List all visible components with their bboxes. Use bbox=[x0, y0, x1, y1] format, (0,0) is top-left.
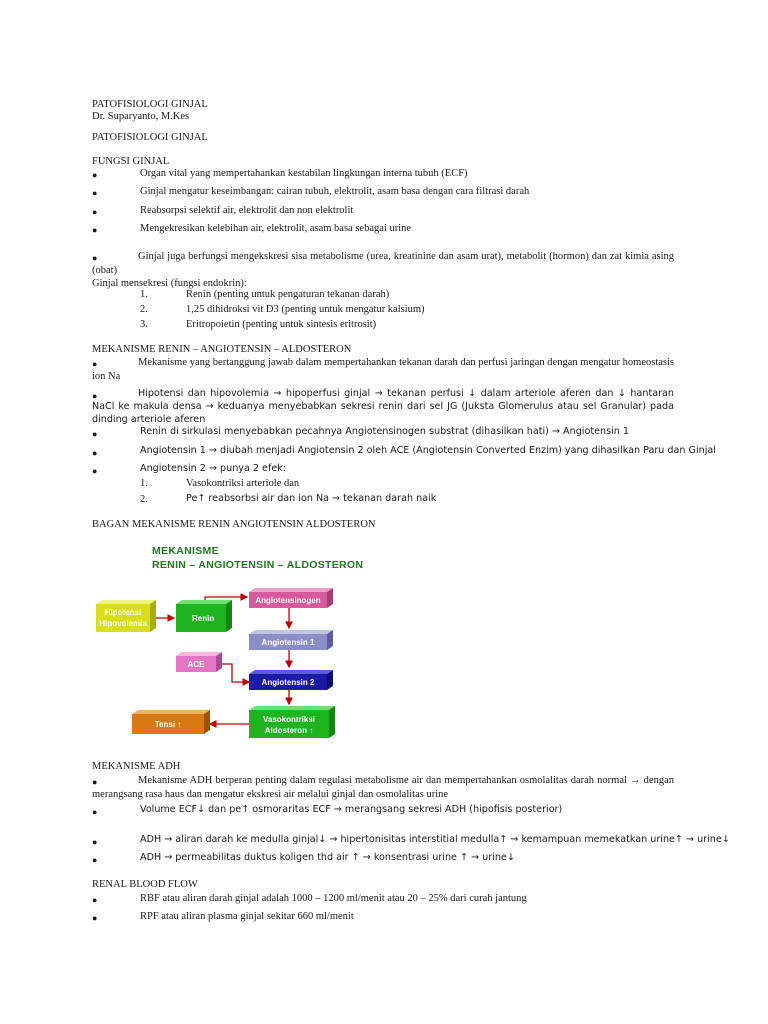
box-label: Vasokontriksi bbox=[262, 715, 316, 724]
bullet-icon: ● bbox=[92, 429, 98, 439]
list-number: 3. bbox=[140, 319, 148, 330]
box-angiotensinogen bbox=[249, 588, 333, 608]
diagram-title: MEKANISME bbox=[152, 545, 219, 557]
box-label: Angiotensin 2 bbox=[261, 678, 315, 687]
bullet-icon: ● bbox=[92, 170, 98, 180]
bullet-icon: ● bbox=[92, 837, 98, 847]
paragraph: Mekanisme yang bertanggung jawab dalam mempertahankan tekanan darah dan perfusi jaringan dengan mengatur homeostasis ion Na bbox=[92, 357, 674, 383]
list-item: Vasokontriksi arteriole dan bbox=[186, 478, 300, 489]
box-angiotensin-1 bbox=[249, 630, 333, 650]
heading-adh: MEKANISME ADH bbox=[92, 761, 181, 772]
box-ace bbox=[176, 652, 222, 672]
box-label: Hipotensi bbox=[104, 608, 142, 617]
bullet-icon: ● bbox=[92, 777, 98, 787]
raa-diagram bbox=[92, 540, 392, 750]
box-label: Tensi ↑ bbox=[154, 720, 182, 729]
bullet-icon: ● bbox=[92, 207, 98, 217]
box-label: ACE bbox=[187, 660, 205, 669]
paragraph: RBF atau aliran darah ginjal adalah 1000 – 1200 ml/menit atau 20 – 25% dari curah jantung bbox=[140, 893, 527, 904]
paragraph: Angiotensin 2 → punya 2 efek: bbox=[140, 463, 287, 474]
bullet-icon: ● bbox=[92, 466, 98, 476]
list-item: Reabsorpsi selektif air, elektrolit dan non elektrolit bbox=[140, 205, 354, 216]
box-angiotensin-2 bbox=[249, 670, 333, 690]
bullet-icon: ● bbox=[92, 391, 98, 401]
box-tensi bbox=[132, 710, 210, 734]
paragraph: Ginjal juga berfungsi mengekskresi sisa metabolisme (urea, kreatinine dan asam urat), metabolit (hormon) dan zat kimia asing (obat) bbox=[92, 251, 674, 277]
paragraph: Renin di sirkulasi menyebabkan pecahnya Angiotensinogen substrat (dihasilkan hati) → Angiotensin 1 bbox=[140, 426, 629, 437]
endokrin-intro: Ginjal mensekresi (fungsi endokrin): bbox=[92, 278, 247, 289]
list-number: 1. bbox=[140, 478, 148, 489]
list-item: Ginjal mengatur keseimbangan: cairan tubuh, elektrolit, asam basa dengan cara filtrasi darah bbox=[140, 186, 530, 197]
bullet-icon: ● bbox=[92, 225, 98, 235]
list-item: Organ vital yang mempertahankan kestabilan lingkungan interna tubuh (ECF) bbox=[140, 168, 468, 179]
list-item: Eritropoietin (penting untuk sintesis eritrosit) bbox=[186, 319, 377, 330]
bullet-icon: ● bbox=[92, 855, 98, 865]
paragraph: Hipotensi dan hipovolemia → hipoperfusi ginjal → tekanan perfusi ↓ dalam arteriole aferen dan ↓ hantaran NaCl ke makula densa → keduanya menyebabkan sekresi renin dari sel JG (Juksta Glomerulus atau sel Granular) pada dinding arteriole aferen bbox=[92, 388, 674, 425]
heading-fungsi-ginjal: FUNGSI GINJAL bbox=[92, 156, 170, 167]
document-title: PATOFISIOLOGI GINJAL bbox=[92, 99, 208, 110]
box-renin bbox=[176, 600, 232, 632]
bullet-icon: ● bbox=[92, 807, 98, 817]
bullet-icon: ● bbox=[92, 188, 98, 198]
diagram-svg bbox=[92, 540, 392, 750]
box-label: Angiotensinogen bbox=[255, 596, 321, 605]
heading-renin: MEKANISME RENIN – ANGIOTENSIN – ALDOSTERON bbox=[92, 344, 352, 355]
list-number: 2. bbox=[140, 304, 148, 315]
section-title: PATOFISIOLOGI GINJAL bbox=[92, 132, 208, 143]
bullet-icon: ● bbox=[92, 895, 98, 905]
paragraph: ADH → aliran darah ke medulla ginjal↓ → hipertonisitas interstitial medulla↑ → kemampuan memekatkan urine↑ → urine↓ bbox=[140, 834, 730, 845]
paragraph: RPF atau aliran plasma ginjal sekitar 660 ml/menit bbox=[140, 911, 354, 922]
box-label: Aldosteron ↑ bbox=[264, 726, 314, 735]
author: Dr. Suparyanto, M.Kes bbox=[92, 111, 190, 122]
list-item: Mengekresikan kelebihan air, elektrolit, asam basa sebagai urine bbox=[140, 223, 412, 234]
paragraph: Mekanisme ADH berperan penting dalam regulasi metabolisme air dan mempertahankan osmolalitas darah normal → dengan merangsang rasa haus dan mengatur ekskresi air melalui ginjal dan osmolalitas urine bbox=[92, 775, 674, 801]
paragraph: ADH → permeabilitas duktus koligen thd air ↑ → konsentrasi urine ↑ → urine↓ bbox=[140, 852, 515, 863]
diagram-subtitle: RENIN – ANGIOTENSIN – ALDOSTERON bbox=[152, 559, 364, 571]
list-number: 1. bbox=[140, 289, 148, 300]
box-vasokontriksi bbox=[249, 706, 335, 738]
bullet-icon: ● bbox=[92, 253, 98, 263]
paragraph: Volume ECF↓ dan pe↑ osmoraritas ECF → merangsang sekresi ADH (hipofisis posterior) bbox=[140, 804, 563, 815]
bullet-icon: ● bbox=[92, 448, 98, 458]
heading-bagan: BAGAN MEKANISME RENIN ANGIOTENSIN ALDOSTERON bbox=[92, 519, 376, 530]
list-item: Pe↑ reabsorbsi air dan ion Na → tekanan darah naik bbox=[186, 493, 437, 504]
heading-rbf: RENAL BLOOD FLOW bbox=[92, 879, 198, 890]
bullet-icon: ● bbox=[92, 359, 98, 369]
list-item: Renin (penting untuk pengaturan tekanan darah) bbox=[186, 289, 390, 300]
bullet-icon: ● bbox=[92, 913, 98, 923]
box-label: Angiotensin 1 bbox=[261, 638, 315, 647]
paragraph: Angiotensin 1 → diubah menjadi Angiotensin 2 oleh ACE (Angiotensin Converted Enzim) yang dihasilkan Paru dan Ginjal bbox=[140, 445, 716, 456]
list-number: 2. bbox=[140, 494, 148, 505]
box-hipotensi bbox=[96, 600, 156, 632]
list-item: 1,25 dihidroksi vit D3 (penting untuk mengatur kalsium) bbox=[186, 304, 425, 315]
box-label: Hipovolemia bbox=[99, 619, 147, 628]
box-label: Renin bbox=[192, 614, 215, 623]
